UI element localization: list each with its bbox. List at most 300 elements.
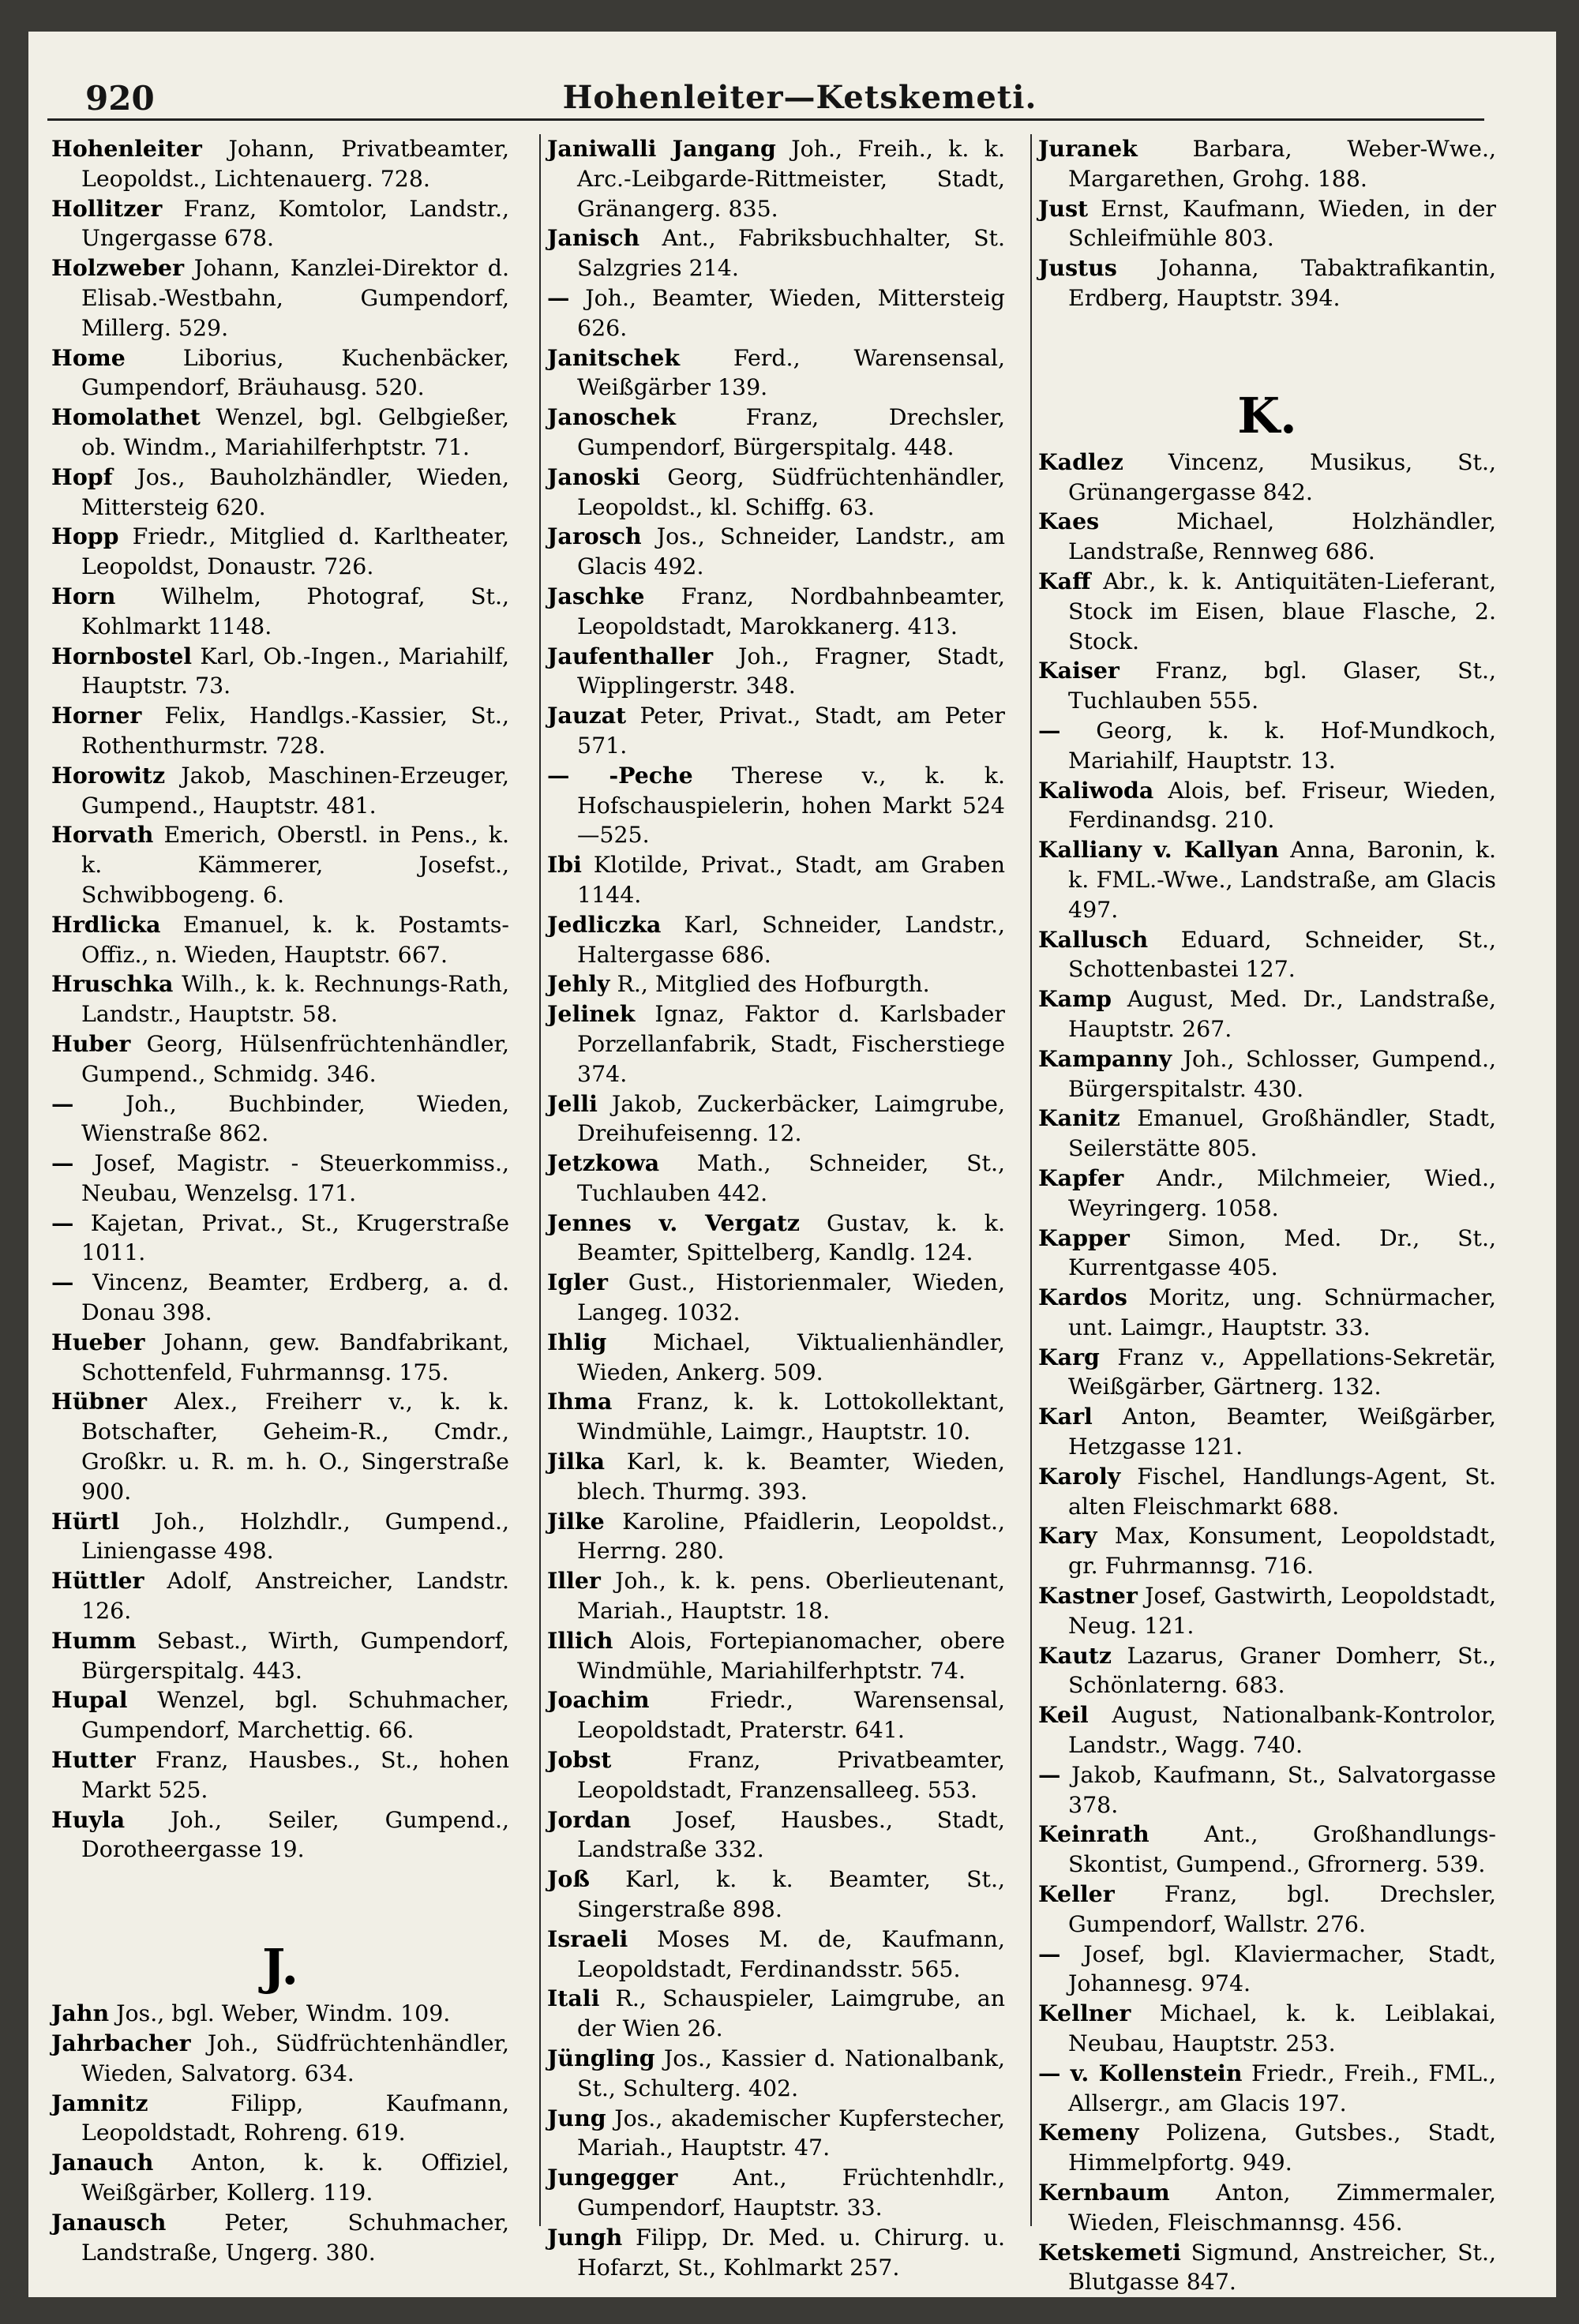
entry-details: Vincenz, Beamter, Erdberg, a. d. Donau 398. [81,1269,510,1326]
entry-details: Adolf, Anstreicher, Landstr. 126. [81,1568,509,1625]
directory-entry [547,910,1005,970]
directory-entry [51,2208,509,2268]
entry-details: Vincenz, Musikus, St., Grünangergasse 842. [1068,448,1496,505]
entry-surname: Jordan [547,1805,632,1833]
entry-surname: Horowitz [51,761,166,789]
entry-surname: Keinrath [1038,1820,1150,1848]
directory-entry [1038,253,1496,313]
directory-entry [51,1149,509,1209]
running-title: Hohenleiter—Ketskemeti. [562,79,1037,116]
entry-details: Moritz, ung. Schnürmacher, unt. Laimgr., Hauptstr. 33. [1068,1284,1496,1340]
directory-entry [51,1328,509,1388]
directory-entry [547,463,1005,523]
entry-details: Jos., Schneider, Landstr., am Glacis 492. [577,523,1006,580]
entry-surname: Illich [547,1626,613,1654]
directory-entry [547,1328,1005,1388]
entry-surname: — [1038,1940,1061,1967]
entry-surname: Hübner [51,1388,147,1415]
directory-entry [51,1507,509,1567]
directory-entry [51,343,509,403]
directory-entry [1038,1343,1496,1403]
directory-entry [51,1029,509,1089]
entry-details: Josef, Magistr. - Steuerkommiss., Neubau, Wenzelsg. 171. [81,1150,509,1206]
directory-entry [1038,2178,1496,2238]
directory-entry [51,134,509,194]
entry-surname: Jilka [547,1448,606,1475]
entry-surname: Janiwalli Jangang [547,135,776,162]
entry-surname: Jung [547,2104,606,2131]
directory-entry [1038,1880,1496,1940]
entry-surname: — v. Kollenstein [1038,2059,1243,2086]
entry-details: Therese v., k. k. Hofschauspielerin, hohen Markt 524—525. [577,762,1005,849]
entry-surname: Homolathet [51,403,201,431]
directory-entry [51,253,509,343]
entry-details: Gust., Historienmaler, Wieden, Langeg. 1032. [577,1269,1005,1326]
entry-details: Johann, Kanzlei-Direktor d. Elisab.-Westbahn, Gumpendorf, Millerg. 529. [81,255,509,341]
header-rule [47,118,1484,121]
entry-details: Anton, Zimmermaler, Wieden, Fleischmannsg. 456. [1068,2180,1496,2236]
directory-entry [547,1089,1005,1149]
entry-surname: Kanitz [1038,1104,1120,1132]
entry-details: Filipp, Dr. Med. u. Chirurg. u. Hofarzt, St., Kohlmarkt 257. [577,2224,1005,2281]
entry-surname: — -Peche [547,761,693,789]
entry-details: Barbara, Weber-Wwe., Margarethen, Grohg. 188. [1068,136,1496,192]
directory-entry [547,1685,1005,1745]
column-divider [1030,134,1032,2226]
directory-entry [547,761,1005,850]
entry-surname: Hollitzer [51,194,163,222]
entry-surname: Home [51,343,126,371]
entry-surname: Hueber [51,1328,145,1355]
column-right [1038,134,1497,2296]
entry-details: Ernst, Kaufmann, Wieden, in der Schleifmühle 803. [1068,195,1497,252]
entry-surname: Jauzat [547,702,627,729]
directory-entry [547,969,1005,999]
directory-entry [547,1507,1005,1567]
entry-details: Georg, Hülsenfrüchtenhändler, Gumpend., Schmidg. 346. [81,1030,509,1087]
directory-entry [1038,567,1496,656]
entry-details: Karl, k. k. Beamter, St., Singerstraße 898. [577,1866,1005,1923]
entry-surname: — [51,1209,74,1236]
directory-entry [547,1447,1005,1507]
entry-details: Max, Konsument, Leopoldstadt, gr. Fuhrmannsg. 716. [1068,1523,1497,1580]
entry-surname: Justus [1038,254,1117,282]
entry-surname: Juranek [1038,135,1138,162]
entry-details: Franz, Hausbes., St., hohen Markt 525. [81,1747,510,1803]
entry-details: Alois, Fortepianomacher, obere Windmühle, Mariahilferhptstr. 74. [577,1627,1005,1684]
entry-details: Wenzel, bgl. Schuhmacher, Gumpendorf, Marchettig. 66. [81,1687,509,1744]
entry-surname: Joachim [547,1686,650,1714]
entry-surname: Jennes v. Vergatz [547,1209,800,1236]
directory-entry [547,2163,1005,2223]
directory-entry [547,1626,1005,1686]
directory-entry [547,283,1005,343]
directory-entry [1038,835,1496,924]
entry-surname: Kautz [1038,1641,1112,1669]
directory-entry [1038,507,1496,567]
entry-details: Franz, bgl. Glaser, St., Tuchlauben 555. [1068,658,1496,714]
entry-details: Emanuel, k. k. Postamts-Offiz., n. Wieden, Hauptstr. 667. [81,911,509,968]
entry-surname: Karl [1038,1403,1093,1430]
entry-surname: — [1038,716,1061,744]
entry-surname: Kaliwoda [1038,776,1154,804]
directory-entry [1038,656,1496,716]
entry-details: Karl, k. k. Beamter, Wieden, blech. Thurmg. 393. [577,1449,1005,1505]
entry-surname: Kardos [1038,1284,1127,1311]
entry-details: R., Mitglied des Hofburgth. [617,971,930,998]
entry-details: Karoline, Pfaidlerin, Leopoldst., Herrng. 280. [577,1508,1005,1565]
directory-entry [547,1925,1005,1985]
entry-surname: Jobst [547,1746,612,1774]
directory-entry [1038,1999,1496,2059]
entry-details: Klotilde, Privat., Stadt, am Graben 1144. [577,852,1005,908]
entry-details: Friedr., Freih., FML., Allsergr., am Glacis 197. [1068,2060,1496,2116]
entry-surname: Janisch [547,224,640,252]
section-spacer [1038,313,1496,384]
directory-entry [51,522,509,582]
entry-surname: Kapper [1038,1224,1130,1251]
directory-entry [547,2223,1005,2283]
entry-surname: Kellner [1038,2000,1131,2027]
directory-entry [51,1387,509,1506]
directory-entry [51,2089,509,2149]
entry-details: Peter, Privat., Stadt, am Peter 571. [577,703,1005,759]
entry-surname: Jelinek [547,1000,636,1028]
directory-entry [547,134,1005,223]
entry-details: Franz, Privatbeamter, Leopoldstadt, Franzensalleeg. 553. [577,1747,1005,1803]
entry-surname: Joß [547,1865,590,1893]
directory-entry [1038,2118,1496,2178]
entry-surname: Jahrbacher [51,2030,191,2057]
entry-details: Michael, Holzhändler, Landstraße, Rennweg 686. [1068,508,1497,565]
entry-surname: Israeli [547,1925,628,1952]
entry-details: Josef, Gastwirth, Leopoldstadt, Neug. 121. [1068,1583,1496,1639]
entry-details: Michael, Viktualienhändler, Wieden, Ankerg. 509. [577,1329,1005,1385]
entry-details: Jos., Kassier d. Nationalbank, St., Schulterg. 402. [577,2045,1005,2101]
entry-details: Jos., akademischer Kupferstecher, Mariah., Hauptstr. 47. [577,2105,1005,2161]
directory-entry [547,1745,1005,1805]
directory-entry [51,910,509,970]
entry-surname: Janoschek [547,403,677,431]
entry-details: Filipp, Kaufmann, Leopoldstadt, Rohreng. 619. [81,2090,509,2146]
entry-details: Peter, Schuhmacher, Landstraße, Ungerg. 380. [81,2209,509,2266]
entry-surname: Ketskemeti [1038,2238,1181,2266]
directory-entry [547,2104,1005,2164]
entry-surname: Keil [1038,1701,1089,1729]
entry-surname: Kemeny [1038,2119,1139,2146]
entry-surname: Iller [547,1567,601,1595]
entry-surname: Jetzkowa [547,1149,660,1177]
directory-entry [1038,716,1496,776]
directory-entry [1038,1402,1496,1462]
entry-details: Ant., Früchtenhdlr., Gumpendorf, Hauptstr. 33. [577,2165,1005,2221]
directory-entry [51,761,509,821]
entry-surname: Hutter [51,1746,136,1774]
entry-details: Jos., bgl. Weber, Windm. 109. [116,2000,451,2027]
entry-details: Emerich, Oberstl. in Pens., k. k. Kämmerer, Josefst., Schwibbogeng. 6. [81,822,509,908]
section-letter-heading: J. [261,1938,299,1996]
directory-entry [51,2029,509,2089]
entry-surname: Jehly [547,970,610,998]
directory-entry [1038,448,1496,508]
entry-surname: — [547,283,570,311]
entry-details: Johanna, Tabaktrafikantin, Erdberg, Hauptstr. 394. [1068,255,1496,311]
directory-entry [1038,1044,1496,1104]
entry-details: Jakob, Zuckerbäcker, Laimgrube, Dreihufeisenng. 12. [577,1090,1005,1147]
entry-surname: Hüttler [51,1567,144,1595]
directory-entry [547,1387,1005,1447]
directory-entry [547,403,1005,463]
entry-surname: Ihlig [547,1328,607,1355]
entry-surname: Jaufenthaller [547,642,714,669]
entry-surname: Janitschek [547,343,681,371]
entry-surname: Jilke [547,1507,605,1535]
entry-details: Karl, Schneider, Landstr., Haltergasse 686. [577,911,1005,968]
entry-surname: — [51,1089,74,1117]
entry-surname: — [51,1149,74,1177]
entry-surname: Hohenleiter [51,135,202,162]
directory-entry [51,463,509,523]
entry-surname: Kary [1038,1522,1097,1550]
directory-entry [547,522,1005,582]
column-left [51,134,509,2266]
entry-surname: Kastner [1038,1582,1138,1610]
entry-surname: Kernbaum [1038,2179,1170,2206]
entry-details: Gustav, k. k. Beamter, Spittelberg, Kandlg. 124. [577,1209,1005,1266]
directory-entry [547,1149,1005,1209]
entry-surname: Janoski [547,463,640,490]
directory-entry [51,1745,509,1805]
entry-details: Ant., Fabriksbuchhalter, St. Salzgries 214. [577,225,1005,282]
entry-surname: Huber [51,1029,131,1057]
entry-surname: Kalliany v. Kallyan [1038,836,1279,864]
entry-surname: Horn [51,582,116,609]
entry-details: Eduard, Schneider, St., Schottenbastei 127. [1068,926,1496,983]
directory-entry [1038,194,1496,254]
directory-entry [1038,1700,1496,1760]
directory-entry [1038,1164,1496,1224]
entry-details: Sigmund, Anstreicher, St., Blutgasse 847. [1068,2239,1496,2296]
directory-entry [547,1566,1005,1626]
entry-details: Ant., Großhandlungs-Skontist, Gumpend., Gfrornerg. 539. [1068,1821,1497,1878]
entry-surname: Kallusch [1038,925,1149,953]
entry-details: Josef, bgl. Klaviermacher, Stadt, Johannesg. 974. [1068,1940,1496,1997]
directory-entry [51,403,509,463]
entry-surname: Kapfer [1038,1164,1124,1191]
entry-surname: Ibi [547,851,582,879]
directory-entry [547,642,1005,702]
entry-details: August, Nationalbank-Kontrolor, Landstr., Wagg. 740. [1068,1702,1496,1759]
entry-details: Joh., Südfrüchtenhändler, Wieden, Salvatorg. 634. [81,2030,509,2086]
entry-surname: Jelli [547,1089,598,1117]
entry-details: Franz, bgl. Drechsler, Gumpendorf, Wallstr. 276. [1068,1881,1496,1937]
entry-details: Joh., Seiler, Gumpend., Dorotheergasse 19. [81,1806,509,1863]
directory-entry [547,223,1005,283]
section-letter-heading: K. [1237,386,1297,444]
entry-details: Franz, Komtolor, Landstr., Ungergasse 678. [81,195,509,252]
column-middle [547,134,1006,2281]
entry-details: Fischel, Handlungs-Agent, St. alten Fleischmarkt 688. [1068,1463,1496,1520]
entry-surname: Karoly [1038,1462,1121,1490]
entry-surname: Jarosch [547,523,642,550]
entry-details: Franz, k. k. Lottokollektant, Windmühle, Laimgr., Hauptstr. 10. [577,1389,1005,1445]
entry-surname: Kamp [1038,985,1112,1013]
entry-surname: Jedliczka [547,910,662,938]
entry-details: Friedr., Mitglied d. Karltheater, Leopoldst, Donaustr. 726. [81,523,509,580]
directory-entry [1038,1521,1496,1581]
entry-details: Franz v., Appellations-Sekretär, Weißgärber, Gärtnerg. 132. [1068,1344,1496,1400]
directory-entry [1038,1641,1496,1701]
entry-surname: Hopf [51,463,113,490]
entry-details: Georg, Südfrüchtenhändler, Leopoldst., kl. Schiffg. 63. [577,463,1005,520]
directory-entry [1038,1820,1496,1880]
section-spacer [51,1865,509,1936]
entry-details: Sebast., Wirth, Gumpendorf, Bürgerspitalg. 443. [81,1627,509,1684]
entry-surname: — [1038,1760,1061,1788]
directory-entry [1038,776,1496,836]
entry-details: Georg, k. k. Hof-Mundkoch, Mariahilf, Hauptstr. 13. [1068,717,1496,774]
directory-entry [1038,134,1496,194]
entry-details: Jakob, Kaufmann, St., Salvatorgasse 378. [1068,1761,1496,1818]
entry-surname: Horner [51,702,142,729]
entry-details: Lazarus, Graner Domherr, St., Schönlaterng. 683. [1068,1642,1496,1699]
entry-details: Joh., Schlosser, Gumpend., Bürgerspitalstr. 430. [1068,1045,1496,1102]
entry-details: Andr., Milchmeier, Wied., Weyringerg. 1058. [1068,1164,1496,1221]
entry-surname: Horvath [51,821,154,849]
entry-surname: Kaiser [1038,657,1120,684]
column-divider [539,134,541,2226]
directory-entry [51,820,509,909]
entry-surname: Jüngling [547,2045,655,2071]
entry-surname: Jamnitz [51,2089,148,2116]
entry-details: Anton, k. k. Offiziel, Weißgärber, Kollerg. 119. [81,2150,509,2206]
directory-entry [1038,1581,1496,1641]
entry-surname: Kaes [1038,508,1100,535]
directory-entry [547,2044,1005,2104]
entry-details: Anna, Baronin, k. k. FML.-Wwe., Landstraße, am Glacis 497. [1068,837,1496,923]
entry-surname: Janausch [51,2208,167,2236]
directory-entry [547,1865,1005,1925]
directory-entry [1038,1104,1496,1164]
directory-entry [1038,2238,1496,2298]
entry-surname: Jahn [51,2000,110,2027]
directory-entry [51,1089,509,1149]
entry-surname: Humm [51,1626,137,1654]
entry-surname: Hopp [51,523,119,550]
directory-entry [51,582,509,642]
directory-entry [51,1209,509,1269]
entry-details: Alois, bef. Friseur, Wieden, Ferdinandsg. 210. [1068,777,1496,834]
directory-entry [51,701,509,761]
entry-surname: Jungegger [547,2164,678,2191]
entry-details: Joh., Beamter, Wieden, Mittersteig 626. [577,284,1005,341]
directory-entry [1038,1462,1496,1522]
entry-details: Felix, Handlgs.-Kassier, St., Rothenthurmstr. 728. [81,703,509,759]
page-number: 920 [85,79,155,118]
directory-entry [1038,1283,1496,1343]
entry-surname: Igler [547,1269,608,1296]
directory-entry [1038,984,1496,1044]
entry-details: Liborius, Kuchenbäcker, Gumpendorf, Bräuhausg. 520. [81,344,509,401]
entry-details: Ferd., Warensensal, Weißgärber 139. [577,344,1005,401]
entry-details: Anton, Beamter, Weißgärber, Hetzgasse 121. [1068,1404,1496,1460]
directory-entry [547,1209,1005,1269]
page-header [85,79,1514,134]
entry-details: Ignaz, Faktor d. Karlsbader Porzellanfabrik, Stadt, Fischerstiege 374. [577,1001,1005,1087]
entry-details: Moses M. de, Kaufmann, Leopoldstadt, Ferdinandsstr. 565. [577,1925,1005,1982]
entry-surname: Huyla [51,1805,126,1833]
entry-details: R., Schauspieler, Laimgrube, an der Wien 26. [577,1985,1005,2042]
entry-details: Friedr., Warensensal, Leopoldstadt, Praterstr. 641. [577,1687,1005,1744]
directory-entry [51,2148,509,2208]
entry-details: Wenzel, bgl. Gelbgießer, ob. Windm., Mariahilferhptstr. 71. [81,404,509,460]
entry-details: Joh., Freih., k. k. Arc.-Leibgarde-Rittmeister, Stadt, Gränangerg. 835. [577,136,1005,222]
entry-surname: Ihma [547,1388,613,1415]
entry-details: August, Med. Dr., Landstraße, Hauptstr. 267. [1068,986,1496,1042]
directory-entry [547,1984,1005,2044]
entry-details: Wilh., k. k. Rechnungs-Rath, Landstr., Hauptstr. 58. [81,971,509,1028]
directory-entry [1038,1224,1496,1284]
entry-details: Alex., Freiherr v., k. k. Botschafter, Geheim-R., Cmdr., Großkr. u. R. m. h. O., Singerstraße 900. [81,1389,509,1505]
directory-entry [51,194,509,254]
entry-surname: Itali [547,1985,600,2012]
entry-details: Joh., Fragner, Stadt, Wipplingerstr. 348. [577,643,1005,699]
entry-details: Josef, Hausbes., Stadt, Landstraße 332. [577,1806,1005,1863]
entry-details: Kajetan, Privat., St., Krugerstraße 1011. [81,1209,509,1266]
entry-details: Johann, gew. Bandfabrikant, Schottenfeld, Fuhrmannsg. 175. [81,1329,509,1385]
entry-surname: Karg [1038,1343,1100,1370]
entry-details: Simon, Med. Dr., St., Kurrentgasse 405. [1068,1224,1496,1281]
entry-details: Franz, Drechsler, Gumpendorf, Bürgerspitalg. 448. [577,404,1005,460]
directory-entry [51,642,509,702]
entry-details: Jos., Bauholzhändler, Wieden, Mittersteig 620. [81,463,509,520]
entry-details: Karl, Ob.-Ingen., Mariahilf, Hauptstr. 73. [81,643,509,699]
entry-surname: Jungh [547,2223,623,2251]
directory-entry [547,582,1005,642]
directory-entry [547,701,1005,761]
entry-surname: Jaschke [547,582,645,609]
directory-entry [547,850,1005,910]
entry-surname: Keller [1038,1880,1115,1908]
entry-details: Wilhelm, Photograf, St., Kohlmarkt 1148. [81,583,509,639]
entry-details: Abr., k. k. Antiquitäten-Lieferant, Stock im Eisen, blaue Flasche, 2. Stock. [1068,568,1496,654]
entry-surname: Hruschka [51,970,174,998]
entry-details: Polizena, Gutsbes., Stadt, Himmelpfortg. 949. [1068,2120,1496,2176]
entry-surname: Hornbostel [51,642,193,669]
directory-entry [547,343,1005,403]
entry-details: Joh., Holzhdlr., Gumpend., Liniengasse 498. [81,1508,509,1565]
entry-details: Math., Schneider, St., Tuchlauben 442. [577,1150,1005,1206]
entry-surname: Hrdlicka [51,910,161,938]
directory-entry [51,1626,509,1686]
directory-entry [51,969,509,1029]
directory-entry [547,999,1005,1089]
entry-surname: Kadlez [1038,448,1123,475]
entry-surname: Janauch [51,2149,154,2176]
directory-entry [1038,925,1496,985]
entry-details: Jakob, Maschinen-Erzeuger, Gumpend., Hauptstr. 481. [81,762,509,819]
entry-details: Michael, k. k. Leiblakai, Neubau, Hauptstr. 253. [1068,2000,1496,2057]
directory-entry [1038,1940,1496,2000]
entry-surname: Holzweber [51,254,185,282]
entry-surname: Just [1038,194,1089,222]
entry-details: Johann, Privatbeamter, Leopoldst., Lichtenauerg. 728. [81,136,509,192]
directory-entry [1038,2059,1496,2119]
directory-entry [51,1566,509,1626]
entry-surname: Hürtl [51,1507,120,1535]
directory-entry [51,1685,509,1745]
entry-details: Joh., Buchbinder, Wieden, Wienstraße 862. [81,1090,509,1147]
